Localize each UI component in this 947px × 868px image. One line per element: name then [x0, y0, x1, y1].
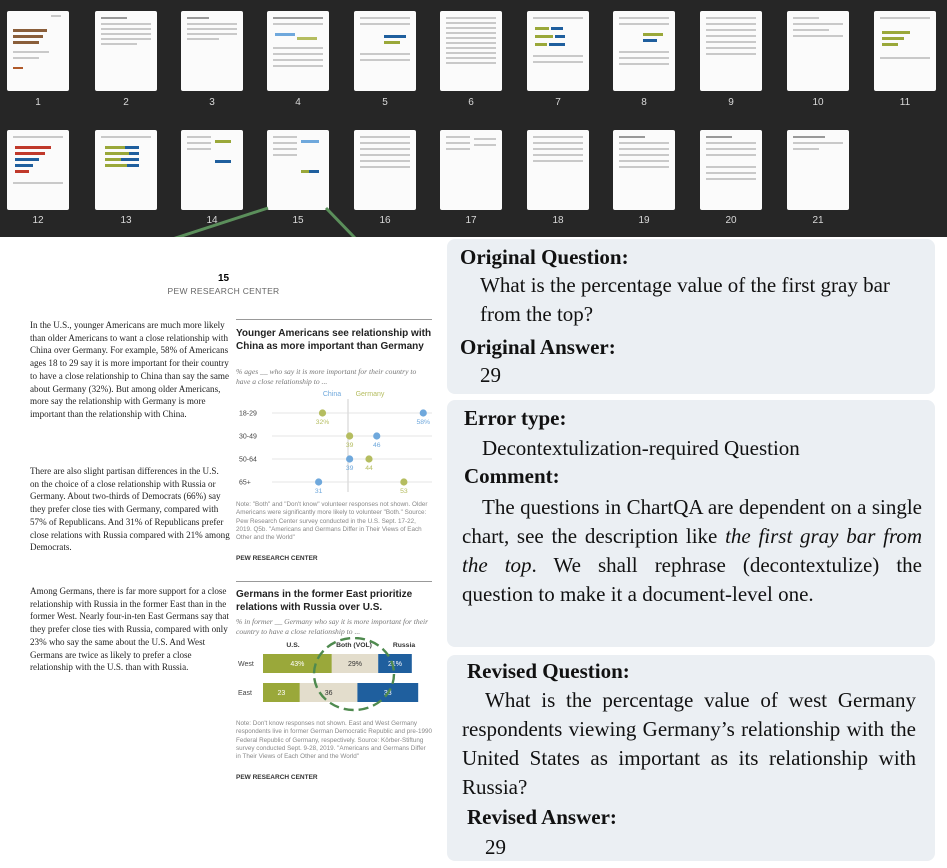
dot-plot-chart	[236, 387, 436, 497]
revised-question-text: What is the percentage value of west Germany respondents viewing Germany’s relationship with the United States as important as its relationship with Russia?	[462, 688, 916, 799]
original-qa-box	[447, 239, 935, 394]
chart-source: PEW RESEARCH CENTER	[236, 774, 318, 781]
page-number: 21	[812, 215, 824, 226]
germany-value-label: 32%	[315, 419, 330, 426]
bar-value-label: 38	[383, 690, 392, 697]
page-number: 8	[641, 97, 647, 108]
bar-value-label: 36	[324, 690, 333, 697]
germany-dot	[346, 432, 353, 439]
column-header: Russia	[392, 642, 416, 649]
page-number: 15	[292, 215, 304, 226]
germany-dot	[365, 455, 372, 462]
page-number: 12	[32, 215, 44, 226]
original-question-text: What is the percentage value of the first gray bar from the top?	[480, 273, 890, 326]
page-number: 3	[209, 97, 215, 108]
chart-note: Note: "Both" and "Don't know" volunteer responses not shown. Older Americans were significantly more likely to volunteer "Both." Source: Pew Research Center survey conducted in the U.S. Sept. 17-22, 2019. Q5b. "Americans and Germans Differ in Their Views of Each Other and the World"	[236, 501, 428, 542]
body-paragraph: In the U.S., younger Americans are much more likely than older Americans to want a close relationship with China over Germany. For example, 58% of Americans ages 18 to 29 say it is more important for their country to have a close relationship to China than say the same about Germany (32%). But among older Americans, more say the relationship with Germany is more important than the relationship with China.	[30, 320, 229, 419]
page-number: 11	[899, 97, 911, 108]
china-value-label: 31	[314, 488, 323, 495]
chart-subtitle: % ages __ who say it is more important for their country to have a close relationship to ...	[236, 367, 417, 386]
germany-value-label: 53	[400, 488, 408, 495]
category-label: East	[238, 690, 253, 697]
document-page	[0, 237, 447, 868]
comment-text-italic: the first gray bar from the top	[462, 524, 923, 577]
comment-text	[462, 493, 922, 609]
comment-text-start: The questions in ChartQA are dependent on a single chart, see the description like	[462, 495, 922, 548]
revised-question-label: Revised Question:	[467, 659, 630, 683]
page-number: 6	[468, 97, 474, 108]
china-value-label: 58%	[416, 419, 431, 426]
page-number: 18	[552, 215, 564, 226]
page-org-name: PEW RESEARCH CENTER	[167, 286, 280, 296]
page-number: 10	[812, 97, 824, 108]
page-number: 1	[35, 97, 41, 108]
page-number: 9	[728, 97, 734, 108]
original-answer-text: 29	[480, 363, 501, 387]
germany-value-label: 44	[365, 465, 373, 472]
bar-value-label: 21%	[387, 661, 403, 668]
page-number: 19	[638, 215, 650, 226]
page-number: 17	[465, 215, 477, 226]
column-header: U.S.	[286, 642, 300, 649]
page-number: 4	[295, 97, 301, 108]
bar-value-label: 23	[277, 690, 286, 697]
revised-qa-box	[447, 655, 935, 861]
chart-source: PEW RESEARCH CENTER	[236, 555, 318, 562]
revised-answer-label: Revised Answer:	[467, 805, 617, 829]
page-number: 16	[379, 215, 391, 226]
china-value-label: 46	[372, 442, 381, 449]
error-type-text: Decontextulization-required Question	[482, 436, 800, 460]
page-number: 13	[120, 215, 132, 226]
china-dot	[346, 455, 353, 462]
category-label: West	[238, 661, 254, 668]
original-question-label: Original Question:	[460, 245, 629, 269]
error-type-label: Error type:	[464, 406, 567, 430]
legend-china: China	[322, 391, 342, 398]
body-paragraph: Among Germans, there is far more support for a close relationship with Russia in the former East than in the former West. Nearly four-in-ten East Germans say that they prefer close ties with Russia, compared with only 23% who say the same about the U.S. And West Germans are twice as likely to prefer a close relationship with the U.S. than with Russia.	[30, 586, 229, 673]
germany-value-label: 39	[345, 442, 354, 449]
page-number: 5	[382, 97, 388, 108]
legend-germany: Germany	[355, 391, 385, 398]
divider	[236, 319, 432, 320]
error-comment-box	[447, 400, 935, 647]
page-number: 20	[725, 215, 737, 226]
comment-label: Comment:	[464, 464, 560, 488]
page-number-heading: 15	[217, 273, 230, 284]
china-dot	[315, 478, 322, 485]
chart-note: Note: Don't know responses not shown. East and West Germany respondents live in former German Democratic Republic and pre-1990 Federal Republic of Germany, respectively. Source: Körber-Stiftung survey conducted Sept. 9-28, 2019. "Americans and Germans Differ in Their Views of Each Other and the World"	[236, 720, 432, 761]
germany-dot	[319, 409, 326, 416]
china-value-label: 39	[345, 465, 354, 472]
chart-title: Germans in the former East prioritize relations with Russia over U.S.	[236, 589, 413, 613]
china-dot	[420, 409, 427, 416]
stacked-bar-chart	[236, 637, 436, 721]
category-label: 50-64	[239, 456, 257, 464]
category-label: 18-29	[239, 410, 257, 418]
bar-value-label: 43%	[290, 661, 305, 668]
page-number: 2	[123, 97, 129, 108]
divider	[236, 581, 432, 582]
page-number: 7	[555, 97, 561, 108]
body-paragraph: There are also slight partisan differences in the U.S. on the choice of a close relationship with Russia or Germany. About two-thirds of Democrats (66%) say they prefer close ties with Germany, compared with 57% of Republicans. And 31% of Republicans prefer close relations with Russia compared with 21% among Democrats.	[30, 466, 230, 553]
page-number: 14	[206, 215, 218, 226]
bar-value-label: 29%	[347, 661, 363, 668]
category-label: 30-49	[239, 433, 257, 441]
revised-answer-text: 29	[485, 835, 506, 859]
column-header: Both (VOL)	[336, 642, 372, 649]
china-dot	[373, 432, 380, 439]
chart-subtitle: % in former __ Germany who say it is more important for their country to have a close relationship to ...	[236, 617, 429, 636]
germany-dot	[400, 478, 407, 485]
original-answer-label: Original Answer:	[460, 335, 616, 359]
comment-text-end: . We shall rephrase (decontextulize) the question to make it a document-level one.	[462, 553, 922, 606]
chart-title: Younger Americans see relationship with China as more important than Germany	[236, 328, 432, 352]
category-label: 65+	[239, 479, 251, 487]
